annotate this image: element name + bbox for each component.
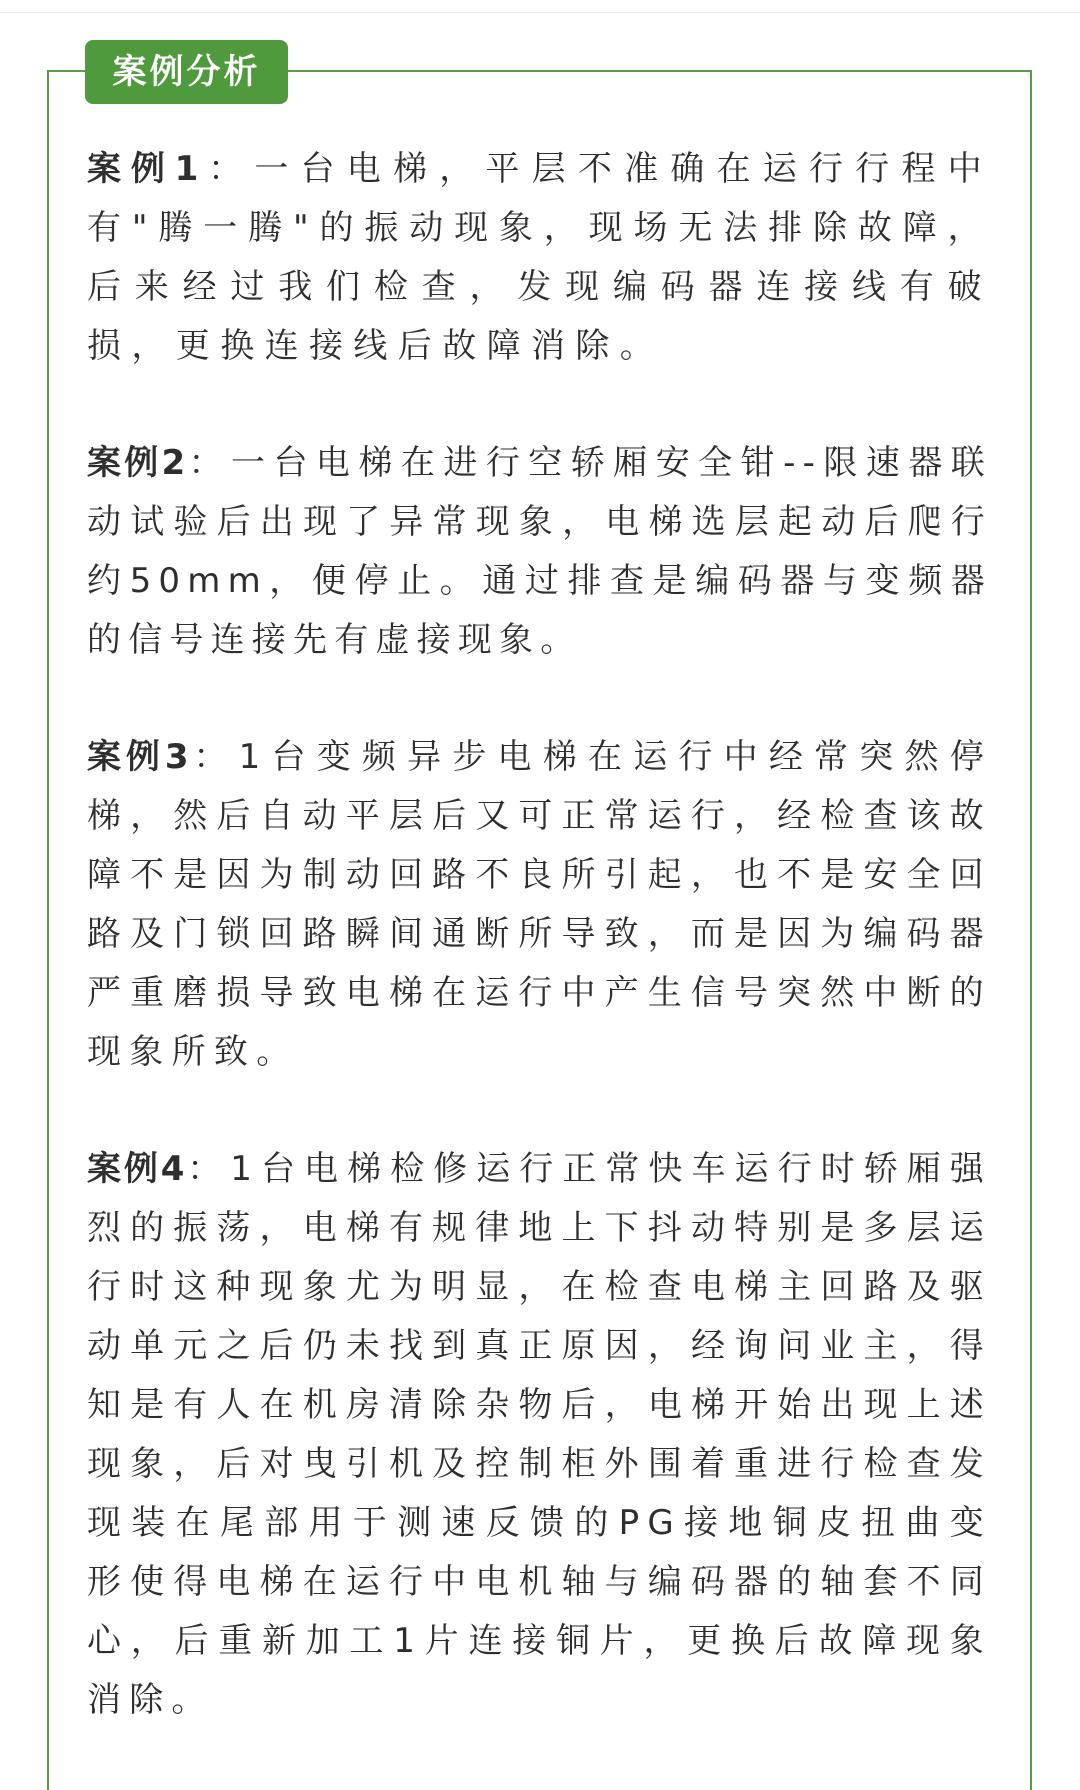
case-list xyxy=(87,140,992,1788)
section-badge: 案例分析 xyxy=(85,40,288,104)
case-text-3: 1台变频异步电梯在运行中经常突然停梯，然后自动平层后又可正常运行，经检查该故障不是因为制动回路不良所引起，也不是安全回路及门锁回路瞬间通断所导致，而是因为编码器严重磨损导致电梯在运行中产生信号突然中断的现象所致。 xyxy=(87,737,992,1072)
case-text-1: 一台电梯，平层不准确在运行行程中有"腾一腾"的振动现象，现场无法排除故障，后来经过我们检查，发现编码器连接线有破损，更换连接线后故障消除。 xyxy=(87,149,992,366)
case-separator-1: ： xyxy=(206,149,255,189)
top-divider xyxy=(0,12,1080,13)
case-paragraph-1 xyxy=(87,140,992,376)
case-label-3: 案例3 xyxy=(87,737,191,777)
case-paragraph-4 xyxy=(87,1140,992,1730)
case-paragraph-2 xyxy=(87,434,992,670)
case-separator-4: ： xyxy=(186,1149,231,1189)
case-text-2: 一台电梯在进行空轿厢安全钳--限速器联动试验后出现了异常现象，电梯选层起动后爬行约50mm，便停止。通过排查是编码器与变频器的信号连接先有虚接现象。 xyxy=(87,443,993,660)
case-separator-2: ： xyxy=(187,443,231,483)
case-separator-3: ： xyxy=(190,737,239,777)
case-paragraph-3 xyxy=(87,728,992,1082)
case-label-1: 案例1 xyxy=(87,149,207,189)
case-label-2: 案例2 xyxy=(87,443,188,483)
case-label-4: 案例4 xyxy=(87,1149,187,1189)
case-text-4: 1台电梯检修运行正常快车运行时轿厢强烈的振荡，电梯有规律地上下抖动特别是多层运行时这种现象尤为明显，在检查电梯主回路及驱动单元之后仍未找到真正原因，经询问业主，得知是有人在机房清除杂物后，电梯开始出现上述现象，后对曳引机及控制柜外围着重进行检查发现装在尾部用于测速反馈的PG接地铜皮扭曲变形使得电梯在运行中电机轴与编码器的轴套不同心，后重新加工1片连接铜片，更换后故障现象消除。 xyxy=(87,1149,992,1720)
